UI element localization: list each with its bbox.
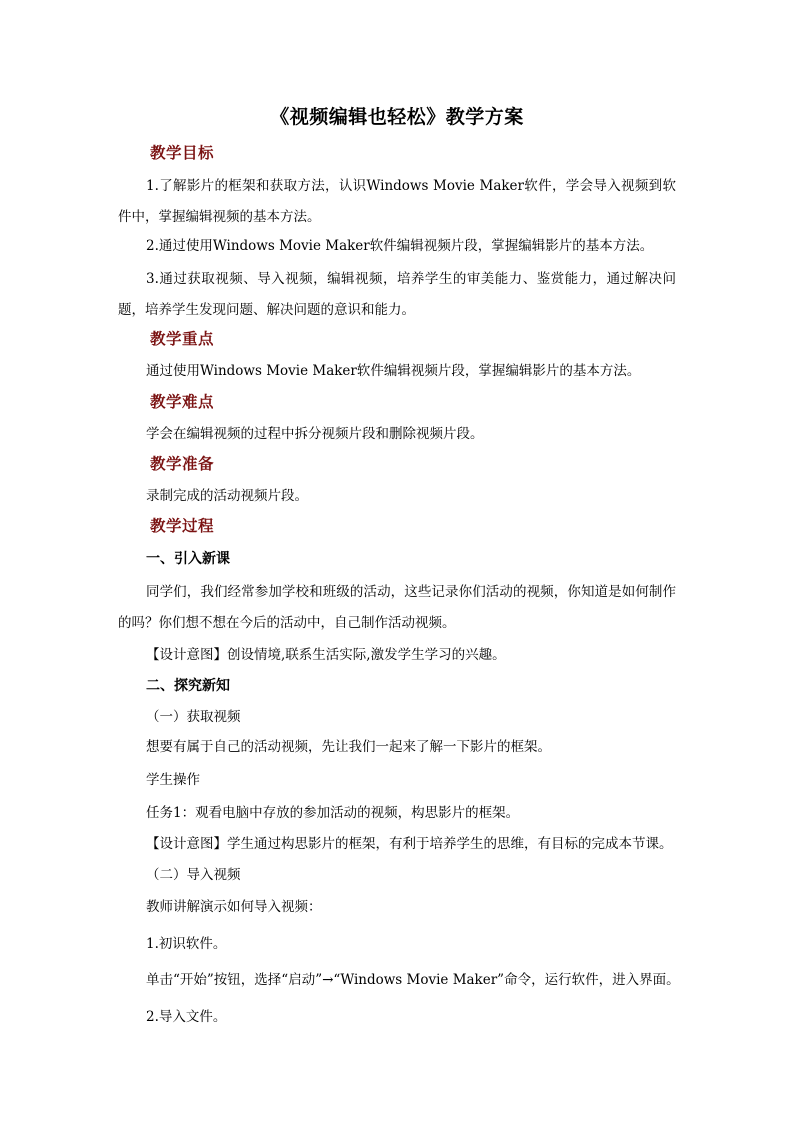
preparation-text: 录制完成的活动视频片段。 (146, 488, 308, 504)
student-operation-label: 学生操作 (146, 772, 200, 788)
step-1-text: 单击“开始”按钮，选择“启动”→“Windows Movie Maker”命令，运行软件，进入界面。 (146, 972, 680, 988)
goals-item-3: 3.通过获取视频、导入视频，编辑视频，培养学生的审美能力、鉴赏能力，通过解决问题，培养学生发现问题、解决问题的意识和能力。 (118, 271, 676, 318)
teacher-demo-text: 教师讲解演示如何导入视频： (146, 899, 322, 915)
preparation-heading: 教学准备 (150, 454, 215, 473)
document-title: 《视频编辑也轻松》教学方案 (270, 106, 524, 128)
part1-text: 想要有属于自己的活动视频，先让我们一起来了解一下影片的框架。 (146, 739, 551, 755)
difficulties-heading: 教学难点 (150, 392, 215, 411)
part2-title: （二）导入视频 (146, 867, 241, 883)
key-points-text: 通过使用Windows Movie Maker软件编辑视频片段，掌握编辑影片的基本方法。 (146, 363, 641, 379)
section1-title: 一、引入新课 (146, 551, 230, 567)
process-heading: 教学过程 (150, 516, 215, 535)
difficulties-text: 学会在编辑视频的过程中拆分视频片段和删除视频片段。 (146, 426, 484, 442)
goals-heading: 教学目标 (150, 143, 215, 162)
task-1-text: 任务1：观看电脑中存放的参加活动的视频，构思影片的框架。 (146, 805, 520, 821)
section2-title: 二、探究新知 (146, 678, 230, 694)
step-1-title: 1.初识软件。 (146, 936, 227, 952)
part1-title: （一）获取视频 (146, 709, 241, 725)
section1-text: 同学们，我们经常参加学校和班级的活动，这些记录你们活动的视频，你知道是如何制作的吗？你们想不想在今后的活动中，自己制作活动视频。 (118, 584, 676, 631)
key-points-heading: 教学重点 (150, 329, 215, 348)
section1-design-intent: 【设计意图】创设情境,联系生活实际,激发学生学习的兴趣。 (146, 647, 506, 663)
step-2-title: 2.导入文件。 (146, 1009, 227, 1025)
goals-item-2: 2.通过使用Windows Movie Maker软件编辑视频片段，掌握编辑影片的基本方法。 (146, 238, 654, 254)
goals-item-1: 1.了解影片的框架和获取方法，认识Windows Movie Maker软件，学会导入视频到软件中，掌握编辑视频的基本方法。 (118, 178, 676, 225)
section2-design-intent: 【设计意图】学生通过构思影片的框架，有利于培养学生的思维，有目标的完成本节课。 (146, 836, 673, 852)
